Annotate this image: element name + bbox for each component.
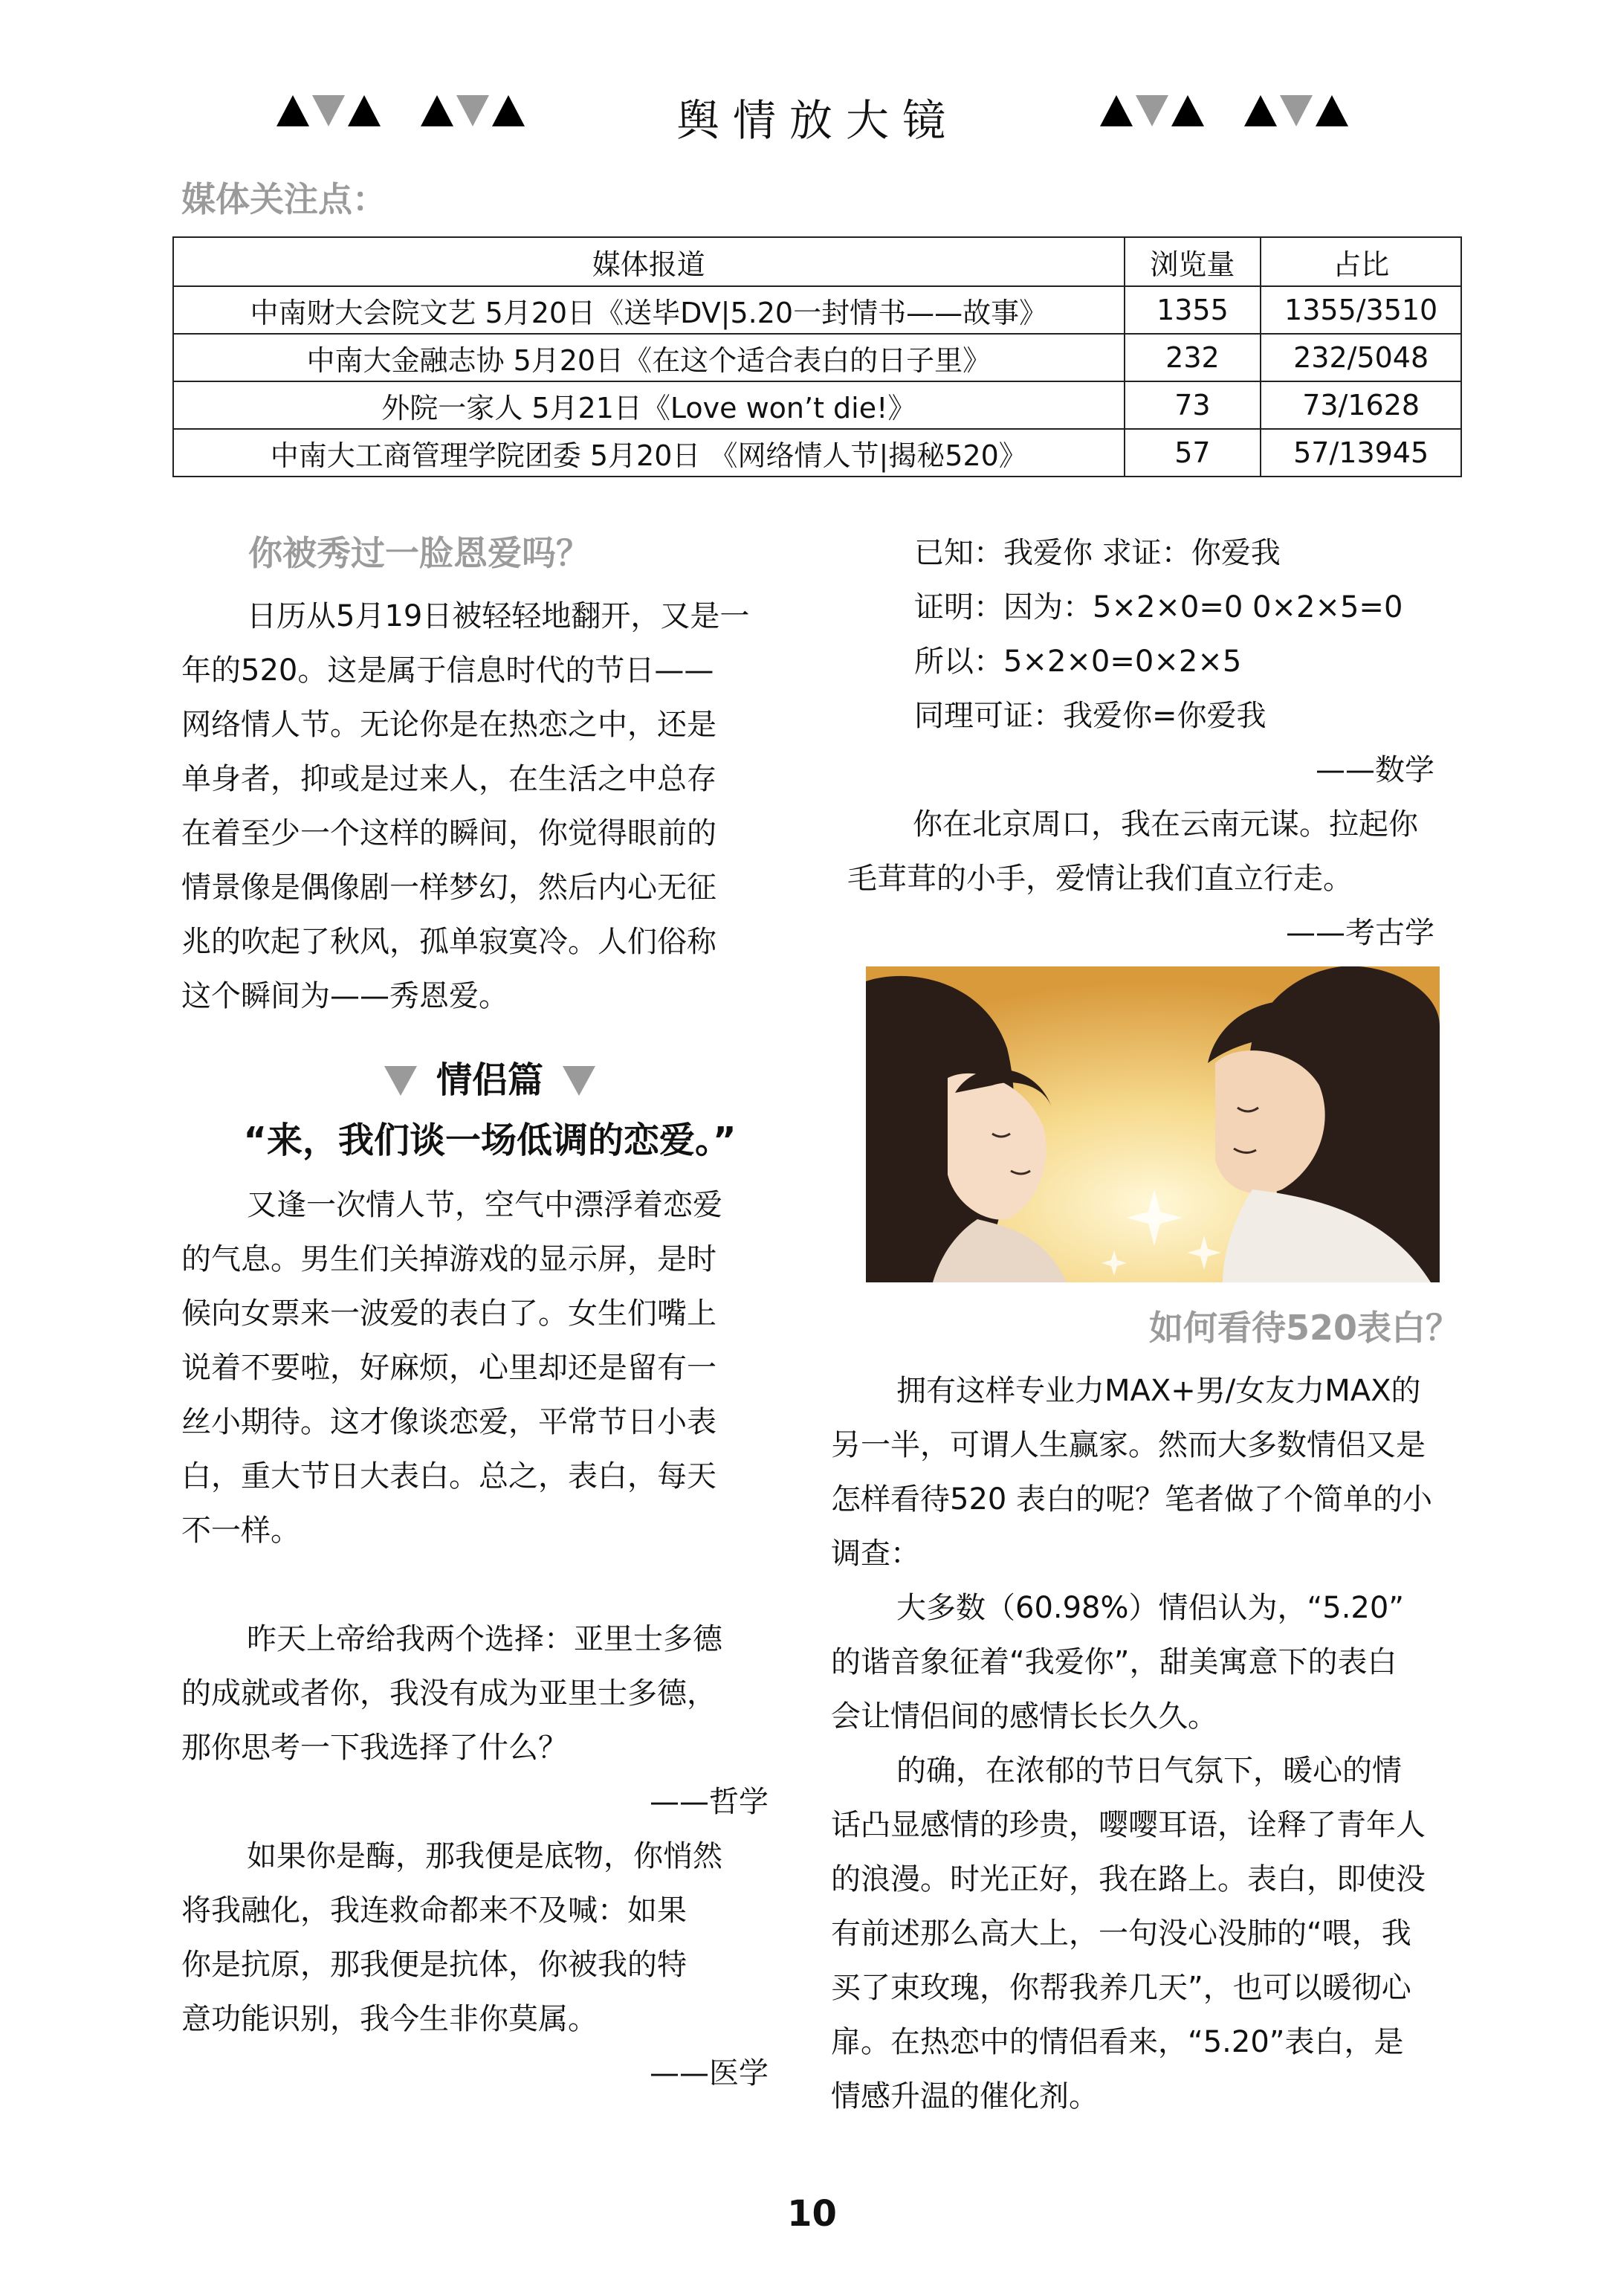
text-line: 你在北京周口，我在云南元谋。拉起你 <box>913 807 1418 842</box>
philosophy-quote <box>181 1612 798 1830</box>
table-cell: 外院一家人 5月21日《Love won’t die!》 <box>173 381 1125 429</box>
triangle-up-icon <box>1244 95 1277 126</box>
triangle-up-icon <box>1100 95 1133 126</box>
math-signature: ——数学 <box>1316 753 1434 787</box>
text-line: 话凸显感情的珍贵，嘤嘤耳语，诠释了青年人 <box>831 1808 1426 1842</box>
header-ornament-left <box>276 95 525 126</box>
triangle-icon-group <box>421 95 525 126</box>
triangle-up-icon <box>492 95 525 126</box>
text-line: 的确，在浓郁的节日气氛下，暖心的情 <box>896 1754 1402 1788</box>
table-cell: 中南大金融志协 5月20日《在这个适合表白的日子里》 <box>173 334 1125 381</box>
table-cell: 中南大工商管理学院团委 5月20日 《网络情人节|揭秘520》 <box>173 429 1125 477</box>
table-cell: 1355 <box>1125 286 1261 334</box>
couple-section-heading <box>181 1053 798 1108</box>
table-cell: 中南财大会院文艺 5月20日《送毕DV|5.20一封情书——故事》 <box>173 286 1125 334</box>
text-line: 又逢一次情人节，空气中漂浮着恋爱 <box>247 1188 722 1222</box>
column-header: 媒体报道 <box>173 237 1125 286</box>
triangle-down-icon <box>456 95 489 126</box>
table-row <box>173 381 1461 429</box>
table-cell: 73/1628 <box>1261 381 1461 429</box>
conclusion-paragraph <box>831 1744 1470 2124</box>
text-line: 毛茸茸的小手，爱情让我们直立行走。 <box>847 862 1353 896</box>
philosophy-signature: ——哲学 <box>650 1785 769 1819</box>
text-line: 日历从5月19日被轻轻地翻开，又是一 <box>247 599 750 633</box>
couple-illustration <box>866 966 1440 1282</box>
text-line: 这个瞬间为——秀恩爱。 <box>181 979 508 1013</box>
text-line: 买了束玫瑰，你帮我养几天”，也可以暖彻心 <box>831 1971 1411 2005</box>
question-heading: 如何看待520表白？ <box>1148 1308 1460 1348</box>
survey-paragraph <box>831 1364 1470 1581</box>
triangle-down-icon <box>384 1066 417 1096</box>
left-column <box>181 526 798 2101</box>
text-line: 会让情侣间的感情长长久久。 <box>831 1699 1217 1734</box>
text-line: 调查： <box>831 1537 920 1571</box>
column-header: 浏览量 <box>1125 237 1261 286</box>
table-cell: 232/5048 <box>1261 334 1461 381</box>
triangle-up-icon <box>348 95 381 126</box>
table-row <box>173 334 1461 381</box>
triangle-icon-group <box>1244 95 1348 126</box>
page-number: 10 <box>787 2193 837 2235</box>
triangle-down-icon <box>563 1066 595 1096</box>
masthead-title: 舆情放大镜 <box>676 95 959 146</box>
text-line: 单身者，抑或是过来人，在生活之中总存 <box>181 762 716 796</box>
text-line: 候向女票来一波爱的表白了。女生们嘴上 <box>181 1297 716 1331</box>
triangle-down-icon <box>312 95 345 126</box>
medicine-signature: ——医学 <box>650 2056 769 2090</box>
text-line: 已知：我爱你 求证：你爱我 <box>914 536 1281 570</box>
triangle-up-icon <box>1171 95 1204 126</box>
triangle-up-icon <box>1316 95 1348 126</box>
media-table <box>172 236 1462 477</box>
medicine-quote <box>181 1830 798 2101</box>
text-line: 所以：5×2×0=0×2×5 <box>914 645 1242 679</box>
couple-illustration-svg <box>866 966 1440 1282</box>
table-cell: 1355/3510 <box>1261 286 1461 334</box>
text-line: 年的520。这是属于信息时代的节日—— <box>181 653 714 688</box>
text-line: 同理可证：我爱你=你爱我 <box>914 699 1266 733</box>
text-line: 在着至少一个这样的瞬间，你觉得眼前的 <box>181 816 716 850</box>
text-line: 怎样看待520 表白的呢？笔者做了个简单的小 <box>831 1482 1433 1517</box>
text-line: 说着不要啦，好麻烦，心里却还是留有一 <box>181 1351 716 1385</box>
table-row <box>173 286 1461 334</box>
text-line: 如果你是酶，那我便是底物，你悄然 <box>247 1839 722 1873</box>
text-line: 的气息。男生们关掉游戏的显示屏，是时 <box>181 1242 716 1276</box>
triangle-down-icon <box>1280 95 1313 126</box>
table-cell: 57/13945 <box>1261 429 1461 477</box>
right-column-bottom <box>831 1301 1470 2124</box>
couple-quote: “来，我们谈一场低调的恋爱。” <box>243 1120 737 1161</box>
column-header: 占比 <box>1261 237 1461 286</box>
text-line: 那你思考一下我选择了什么？ <box>181 1731 568 1765</box>
text-line: 兆的吹起了秋风，孤单寂寞冷。人们俗称 <box>181 925 716 959</box>
math-quote <box>847 526 1464 743</box>
table-header-row <box>173 237 1461 286</box>
text-line: 意功能识别，我今生非你莫属。 <box>181 2002 598 2036</box>
text-line: 大多数（60.98%）情侣认为，“5.20” <box>896 1591 1405 1625</box>
table-cell: 57 <box>1125 429 1261 477</box>
text-line: 的成就或者你，我没有成为亚里士多德， <box>181 1676 716 1711</box>
couple-section-title: 情侣篇 <box>436 1059 543 1101</box>
triangle-icon-group <box>276 95 381 126</box>
text-line: 网络情人节。无论你是在热恋之中，还是 <box>181 708 716 742</box>
text-line: 昨天上帝给我两个选择：亚里士多德 <box>247 1622 722 1656</box>
triangle-down-icon <box>1136 95 1168 126</box>
archaeology-signature: ——考古学 <box>1286 916 1434 950</box>
triangle-up-icon <box>421 95 453 126</box>
table-row <box>173 429 1461 477</box>
text-line: 扉。在热恋中的情侣看来，“5.20”表白，是 <box>831 2025 1404 2059</box>
question-heading: 你被秀过一脸恩爱吗？ <box>248 533 590 573</box>
header-ornament-right <box>1100 95 1348 126</box>
text-line: 的谐音象征着“我爱你”，甜美寓意下的表白 <box>831 1645 1397 1679</box>
text-line: 白，重大节日大表白。总之，表白，每天 <box>181 1459 716 1494</box>
text-line: 情景像是偶像剧一样梦幻，然后内心无征 <box>181 871 716 905</box>
table-cell: 232 <box>1125 334 1261 381</box>
text-line: 有前述那么高大上，一句没心没肺的“喂，我 <box>831 1917 1411 1951</box>
right-column-top <box>847 526 1464 960</box>
text-line: 拥有这样专业力MAX+男/女友力MAX的 <box>896 1374 1421 1408</box>
text-line: 将我融化，我连救命都来不及喊：如果 <box>181 1893 687 1928</box>
text-line: 另一半，可谓人生赢家。然而大多数情侣又是 <box>831 1428 1426 1462</box>
media-section-label: 媒体关注点： <box>181 179 386 219</box>
table-cell: 73 <box>1125 381 1261 429</box>
text-line: 不一样。 <box>181 1514 300 1548</box>
archaeology-quote <box>847 798 1464 906</box>
majority-paragraph <box>831 1581 1470 1744</box>
intro-paragraph <box>181 590 798 1024</box>
triangle-up-icon <box>276 95 309 126</box>
text-line: 情感升温的催化剂。 <box>831 2079 1099 2114</box>
triangle-icon-group <box>1100 95 1204 126</box>
couple-paragraph <box>181 1178 798 1558</box>
text-line: 证明：因为：5×2×0=0 0×2×5=0 <box>914 590 1403 624</box>
text-line: 丝小期待。这才像谈恋爱，平常节日小表 <box>181 1405 716 1439</box>
text-line: 你是抗原，那我便是抗体，你被我的特 <box>181 1948 687 1982</box>
text-line: 的浪漫。时光正好，我在路上。表白，即使没 <box>831 1862 1426 1896</box>
